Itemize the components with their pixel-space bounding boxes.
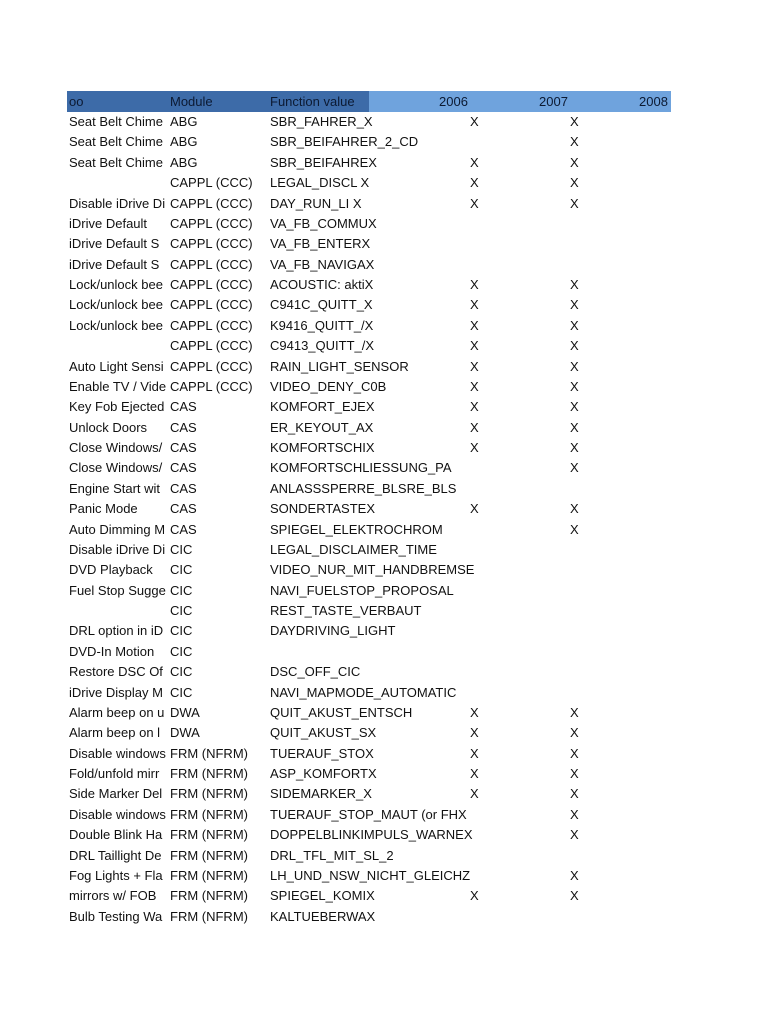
header-year-2006: 2006 xyxy=(439,94,468,109)
cell-function-value: QUIT_AKUST_ENTSCH xyxy=(270,704,413,720)
header-row xyxy=(67,91,671,112)
cell-module: CIC xyxy=(170,623,193,639)
cell-module: DWA xyxy=(170,725,200,741)
cell-function-value: C9413_QUITT_/X xyxy=(270,338,375,354)
cell-module: FRM (NFRM) xyxy=(170,867,248,883)
cell-2007: X xyxy=(570,358,579,374)
spreadsheet xyxy=(67,91,671,927)
cell-module: CIC xyxy=(170,582,193,598)
cell-2007: X xyxy=(570,154,579,170)
cell-function-value: LH_UND_NSW_NICHT_GLEICHZ xyxy=(270,867,471,883)
cell-module: ABG xyxy=(170,114,198,129)
table-row xyxy=(67,744,671,764)
cell-module: CAPPL (CCC) xyxy=(170,215,253,231)
cell-2007: X xyxy=(570,827,579,843)
cell-function-value: ASP_KOMFORTX xyxy=(270,766,377,781)
cell-module: FRM (NFRM) xyxy=(170,827,248,843)
cell-function-value: LEGAL_DISCL X xyxy=(270,175,370,191)
table-row xyxy=(67,784,671,804)
cell-module: FRM (NFRM) xyxy=(170,745,248,761)
cell-function: Seat Belt Chime xyxy=(69,114,163,129)
cell-2006: X xyxy=(470,399,479,415)
cell-2006: X xyxy=(470,114,479,129)
cell-function: Seat Belt Chime xyxy=(69,134,163,150)
table-row xyxy=(67,153,671,173)
cell-module: CAS xyxy=(170,521,197,537)
cell-module: CAPPL (CCC) xyxy=(170,338,253,354)
table-row xyxy=(67,499,671,519)
cell-function-value: ER_KEYOUT_AX xyxy=(270,419,374,435)
cell-2006: X xyxy=(470,786,479,802)
table-row xyxy=(67,397,671,417)
cell-function-value: KALTUEBERWAX xyxy=(270,908,376,924)
cell-function: Fold/unfold mirr xyxy=(69,766,160,781)
cell-function-value: C941C_QUITT_X xyxy=(270,297,373,313)
cell-function: Alarm beep on l xyxy=(69,725,161,741)
cell-function: Key Fob Ejected xyxy=(69,399,165,415)
cell-2006: X xyxy=(470,419,479,435)
cell-function: Auto Light Sensi xyxy=(69,358,164,374)
cell-function: Seat Belt Chime xyxy=(69,154,163,170)
cell-function: Auto Dimming M xyxy=(69,521,166,537)
cell-function-value: NAVI_FUELSTOP_PROPOSAL xyxy=(270,582,454,598)
table-row xyxy=(67,336,671,356)
cell-2007: X xyxy=(570,460,579,476)
cell-function-value: DAY_RUN_LI X xyxy=(270,195,362,211)
cell-2007: X xyxy=(570,521,579,537)
cell-function-value: SONDERTASTEX xyxy=(270,501,375,517)
cell-module: CAPPL (CCC) xyxy=(170,175,253,191)
cell-function-value: VA_FB_NAVIGAX xyxy=(270,256,375,272)
cell-function: Disable iDrive Di xyxy=(69,541,166,557)
cell-function-value: VA_FB_ENTERX xyxy=(270,236,371,252)
table-body xyxy=(67,112,671,927)
cell-function: iDrive Default xyxy=(69,215,148,231)
table-row xyxy=(67,316,671,336)
cell-module: ABG xyxy=(170,134,198,150)
cell-2006: X xyxy=(470,277,479,292)
table-row xyxy=(67,846,671,866)
cell-function: Panic Mode xyxy=(69,501,138,517)
cell-function-value: SIDEMARKER_X xyxy=(270,786,372,802)
cell-module: FRM (NFRM) xyxy=(170,908,248,924)
cell-module: FRM (NFRM) xyxy=(170,766,248,781)
cell-module: CAS xyxy=(170,460,197,476)
table-row xyxy=(67,173,671,193)
cell-module: FRM (NFRM) xyxy=(170,888,248,904)
cell-module: CIC xyxy=(170,562,193,578)
cell-function-value: TUERAUF_STOP_MAUT (or FHX xyxy=(270,806,467,822)
cell-2007: X xyxy=(570,338,579,354)
cell-function-value: KOMFORTSCHLIESSUNG_PA xyxy=(270,460,452,476)
cell-module: DWA xyxy=(170,704,200,720)
cell-function: DVD-In Motion xyxy=(69,643,155,659)
cell-module: CIC xyxy=(170,643,193,659)
cell-function-value: ACOUSTIC: aktiX xyxy=(270,277,374,292)
cell-function: Double Blink Ha xyxy=(69,827,163,843)
cell-function: Lock/unlock bee xyxy=(69,277,163,292)
cell-module: CAPPL (CCC) xyxy=(170,317,253,333)
cell-2006: X xyxy=(470,175,479,191)
cell-function-value: REST_TASTE_VERBAUT xyxy=(270,603,422,618)
cell-function-value: DOPPELBLINKIMPULS_WARNEX xyxy=(270,827,473,843)
cell-2007: X xyxy=(570,175,579,191)
header-module: Module xyxy=(170,94,213,109)
cell-function: iDrive Default S xyxy=(69,256,160,272)
table-row xyxy=(67,234,671,254)
cell-module: CAPPL (CCC) xyxy=(170,236,253,252)
cell-2006: X xyxy=(470,317,479,333)
table-row xyxy=(67,194,671,214)
cell-function-value: VA_FB_COMMUX xyxy=(270,215,377,231)
table-row xyxy=(67,418,671,438)
table-row xyxy=(67,377,671,397)
cell-module: CIC xyxy=(170,684,193,700)
table-row xyxy=(67,866,671,886)
cell-2006: X xyxy=(470,358,479,374)
cell-function: Fog Lights + Fla xyxy=(69,867,163,883)
cell-function: Lock/unlock bee xyxy=(69,297,163,313)
cell-2007: X xyxy=(570,704,579,720)
cell-function-value: SPIEGEL_KOMIX xyxy=(270,888,375,904)
cell-2007: X xyxy=(570,195,579,211)
cell-2007: X xyxy=(570,786,579,802)
cell-2007: X xyxy=(570,745,579,761)
table-row xyxy=(67,458,671,478)
cell-module: CAPPL (CCC) xyxy=(170,256,253,272)
cell-2007: X xyxy=(570,766,579,781)
table-row xyxy=(67,703,671,723)
cell-2007: X xyxy=(570,501,579,517)
cell-2006: X xyxy=(470,440,479,455)
table-row xyxy=(67,723,671,743)
table-row xyxy=(67,295,671,315)
cell-module: CAPPL (CCC) xyxy=(170,358,253,374)
cell-2006: X xyxy=(470,338,479,354)
table-row xyxy=(67,520,671,540)
cell-module: CAPPL (CCC) xyxy=(170,277,253,292)
table-row xyxy=(67,886,671,906)
cell-function: Disable windows xyxy=(69,806,166,822)
header-year-2008: 2008 xyxy=(639,94,668,109)
header-year-2007: 2007 xyxy=(539,94,568,109)
cell-2007: X xyxy=(570,317,579,333)
table-row xyxy=(67,214,671,234)
cell-module: CAS xyxy=(170,399,197,415)
cell-function-value: DRL_TFL_MIT_SL_2 xyxy=(270,847,394,863)
table-row xyxy=(67,805,671,825)
table-row xyxy=(67,132,671,152)
cell-module: CAS xyxy=(170,501,197,517)
cell-2007: X xyxy=(570,114,579,129)
cell-function: Restore DSC Of xyxy=(69,664,163,680)
table-row xyxy=(67,825,671,845)
cell-2007: X xyxy=(570,277,579,292)
cell-module: CIC xyxy=(170,541,193,557)
cell-function-value: NAVI_MAPMODE_AUTOMATIC xyxy=(270,684,457,700)
cell-function-value: LEGAL_DISCLAIMER_TIME xyxy=(270,541,437,557)
table-row xyxy=(67,438,671,458)
table-row xyxy=(67,621,671,641)
cell-function-value: K9416_QUITT_/X xyxy=(270,317,374,333)
cell-module: CAS xyxy=(170,480,197,496)
cell-module: CIC xyxy=(170,664,193,680)
cell-2006: X xyxy=(470,378,479,394)
cell-function: Close Windows/ xyxy=(69,460,163,476)
cell-function-value: SPIEGEL_ELEKTROCHROM xyxy=(270,521,443,537)
cell-2007: X xyxy=(570,134,579,150)
cell-2007: X xyxy=(570,806,579,822)
cell-function: Engine Start wit xyxy=(69,480,161,496)
cell-function: Unlock Doors xyxy=(69,419,148,435)
cell-function: Close Windows/ xyxy=(69,440,163,455)
cell-function: DVD Playback xyxy=(69,562,153,578)
cell-module: FRM (NFRM) xyxy=(170,806,248,822)
cell-module: CIC xyxy=(170,603,193,618)
cell-function-value: VIDEO_NUR_MIT_HANDBREMSE xyxy=(270,562,475,578)
cell-module: ABG xyxy=(170,154,198,170)
cell-function: DRL Taillight De xyxy=(69,847,162,863)
header-col-a: oo xyxy=(69,94,84,109)
cell-function-value: DAYDRIVING_LIGHT xyxy=(270,623,396,639)
cell-2006: X xyxy=(470,766,479,781)
cell-function-value: TUERAUF_STOX xyxy=(270,745,374,761)
cell-function: iDrive Default S xyxy=(69,236,160,252)
cell-2007: X xyxy=(570,888,579,904)
cell-function-value: KOMFORTSCHIX xyxy=(270,440,375,455)
cell-function: iDrive Display M xyxy=(69,684,163,700)
cell-function-value: RAIN_LIGHT_SENSOR xyxy=(270,358,409,374)
cell-function: Disable iDrive Di xyxy=(69,195,166,211)
cell-module: CAS xyxy=(170,419,197,435)
cell-module: FRM (NFRM) xyxy=(170,847,248,863)
table-row xyxy=(67,357,671,377)
cell-function-value: SBR_FAHRER_X xyxy=(270,114,373,129)
cell-module: FRM (NFRM) xyxy=(170,786,248,802)
cell-function-value: SBR_BEIFAHRER_2_CD xyxy=(270,134,419,150)
cell-function-value: KOMFORT_EJEX xyxy=(270,399,375,415)
cell-function: Alarm beep on u xyxy=(69,704,165,720)
table-row xyxy=(67,907,671,927)
cell-2007: X xyxy=(570,399,579,415)
table-row xyxy=(67,275,671,295)
cell-function: mirrors w/ FOB xyxy=(69,888,157,904)
cell-module: CAPPL (CCC) xyxy=(170,378,253,394)
table-row xyxy=(67,683,671,703)
cell-function: Enable TV / Vide xyxy=(69,378,167,394)
table-row xyxy=(67,581,671,601)
cell-2007: X xyxy=(570,297,579,313)
cell-2006: X xyxy=(470,154,479,170)
cell-2006: X xyxy=(470,725,479,741)
cell-module: CAPPL (CCC) xyxy=(170,195,253,211)
cell-2007: X xyxy=(570,440,579,455)
cell-2007: X xyxy=(570,867,579,883)
cell-2007: X xyxy=(570,725,579,741)
table-row xyxy=(67,540,671,560)
cell-function-value: QUIT_AKUST_SX xyxy=(270,725,377,741)
cell-function: Fuel Stop Sugge xyxy=(69,582,166,598)
table-row xyxy=(67,642,671,662)
cell-2006: X xyxy=(470,195,479,211)
cell-function: Bulb Testing Wa xyxy=(69,908,163,924)
cell-2007: X xyxy=(570,419,579,435)
cell-2006: X xyxy=(470,888,479,904)
cell-function: DRL option in iD xyxy=(69,623,164,639)
table-row xyxy=(67,601,671,621)
table-row xyxy=(67,255,671,275)
cell-2006: X xyxy=(470,745,479,761)
cell-function: Disable windows xyxy=(69,745,166,761)
cell-module: CAPPL (CCC) xyxy=(170,297,253,313)
table-row xyxy=(67,662,671,682)
cell-function-value: DSC_OFF_CIC xyxy=(270,664,361,680)
cell-2006: X xyxy=(470,297,479,313)
cell-function-value: VIDEO_DENY_C0B xyxy=(270,378,387,394)
cell-2007: X xyxy=(570,378,579,394)
cell-function: Lock/unlock bee xyxy=(69,317,163,333)
cell-2006: X xyxy=(470,704,479,720)
table-row xyxy=(67,112,671,132)
cell-module: CAS xyxy=(170,440,197,455)
cell-function-value: ANLASSSPERRE_BLSRE_BLS xyxy=(270,480,457,496)
cell-function-value: SBR_BEIFAHREX xyxy=(270,154,377,170)
cell-function: Side Marker Del xyxy=(69,786,163,802)
header-function-value: Function value xyxy=(270,94,355,109)
table-row xyxy=(67,560,671,580)
table-row xyxy=(67,479,671,499)
table-row xyxy=(67,764,671,784)
cell-2006: X xyxy=(470,501,479,517)
